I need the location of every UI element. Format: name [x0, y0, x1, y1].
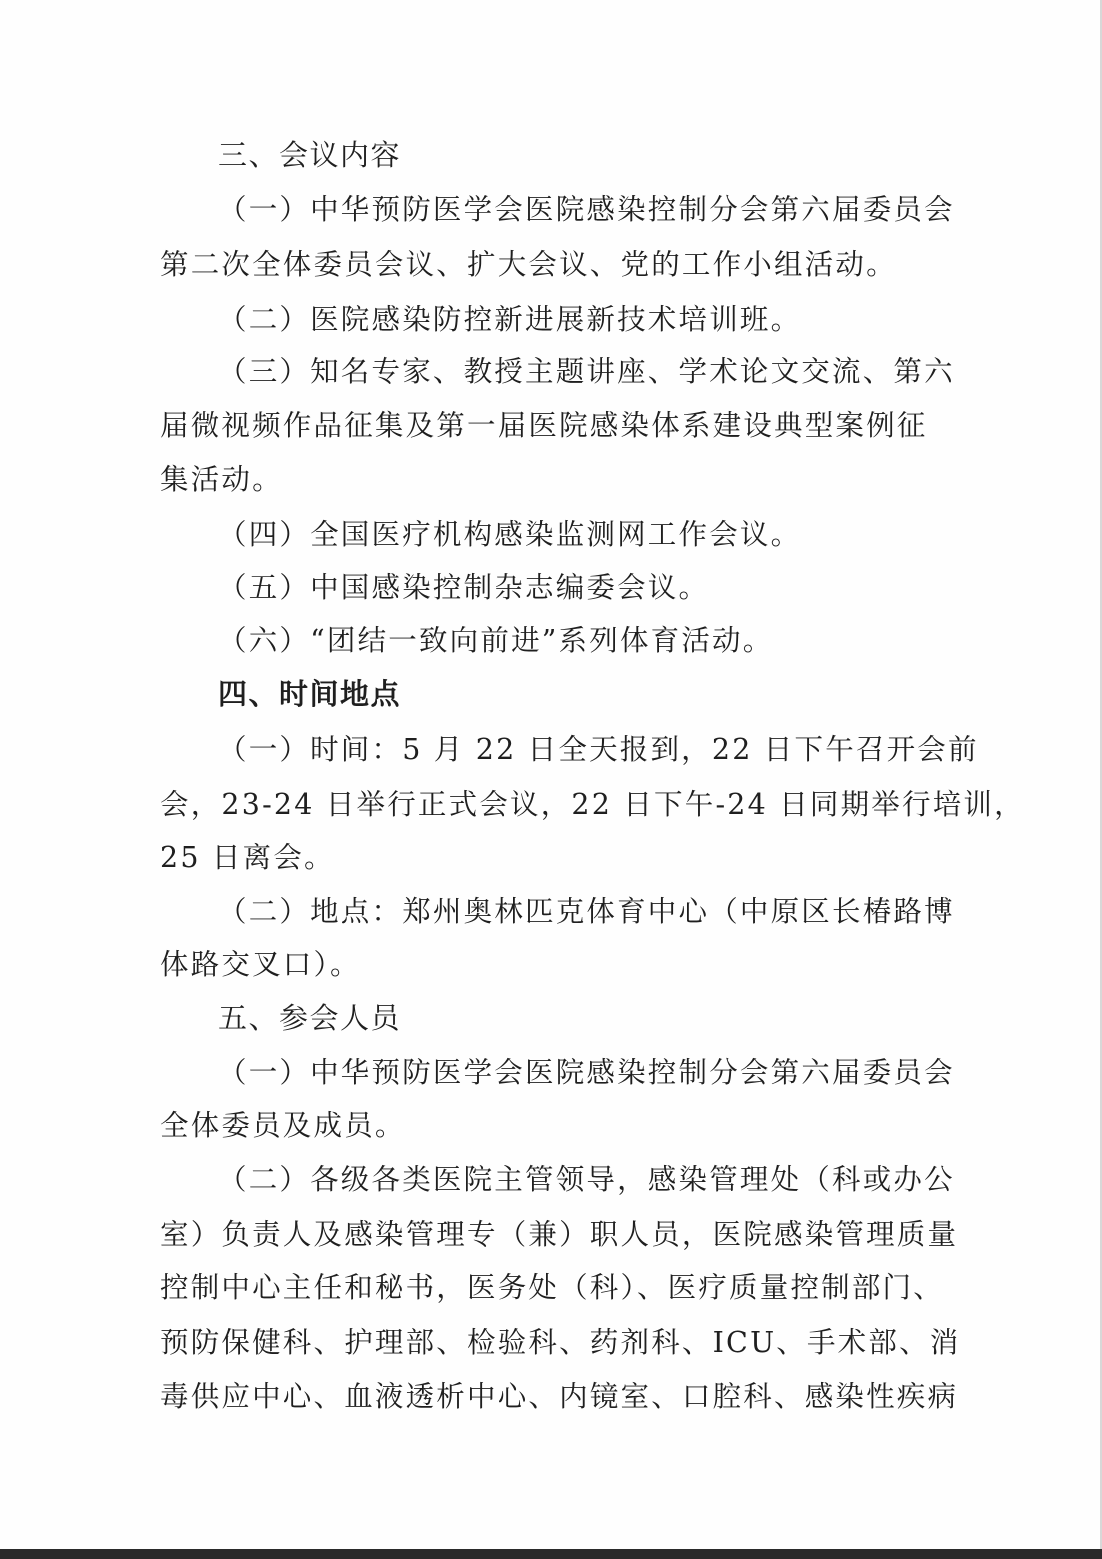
paragraph-line: 全体委员及成员。	[160, 1109, 406, 1142]
paragraph-line: 体路交叉口）。	[160, 948, 361, 981]
paragraph-line: 第二次全体委员会议、扩大会议、党的工作小组活动。	[160, 248, 897, 281]
paragraph-line: （二）医院感染防控新进展新技术培训班。	[218, 303, 802, 336]
paragraph-line: （五）中国感染控制杂志编委会议。	[218, 571, 710, 604]
paragraph-line: （四）全国医疗机构感染监测网工作会议。	[218, 518, 802, 551]
paragraph-line: （二）各级各类医院主管领导，感染管理处（科或办公	[218, 1163, 955, 1196]
paragraph-line: 会，23-24 日举行正式会议，22 日下午-24 日同期举行培训，	[160, 788, 1025, 821]
section-heading-meeting-content: 三、会议内容	[218, 138, 402, 172]
paragraph-line: （二）地点：郑州奥林匹克体育中心（中原区长椿路博	[218, 895, 955, 928]
paragraph-line: 集活动。	[160, 463, 283, 496]
paragraph-line: （一）时间：5 月 22 日全天报到，22 日下午召开会前	[218, 733, 979, 766]
paragraph-line: 25 日离会。	[160, 841, 335, 874]
paragraph-line: 预防保健科、护理部、检验科、药剂科、ICU、手术部、消	[160, 1326, 961, 1359]
paragraph-line: （一）中华预防医学会医院感染控制分会第六届委员会	[218, 1056, 955, 1089]
scan-bottom-border	[0, 1549, 1102, 1559]
paragraph-line: 控制中心主任和秘书，医务处（科）、医疗质量控制部门、	[160, 1271, 944, 1304]
paragraph-line: 室）负责人及感染管理专（兼）职人员，医院感染管理质量	[160, 1218, 959, 1251]
paragraph-line: 毒供应中心、血液透析中心、内镜室、口腔科、感染性疾病	[160, 1380, 959, 1413]
paragraph-line: （六）“团结一致向前进”系列体育活动。	[218, 624, 774, 657]
section-heading-time-location: 四、时间地点	[218, 677, 402, 711]
paragraph-line: 届微视频作品征集及第一届医院感染体系建设典型案例征	[160, 409, 928, 442]
section-heading-attendees: 五、参会人员	[218, 1001, 402, 1035]
paragraph-line: （一）中华预防医学会医院感染控制分会第六届委员会	[218, 193, 955, 226]
paragraph-line: （三）知名专家、教授主题讲座、学术论文交流、第六	[218, 355, 955, 388]
